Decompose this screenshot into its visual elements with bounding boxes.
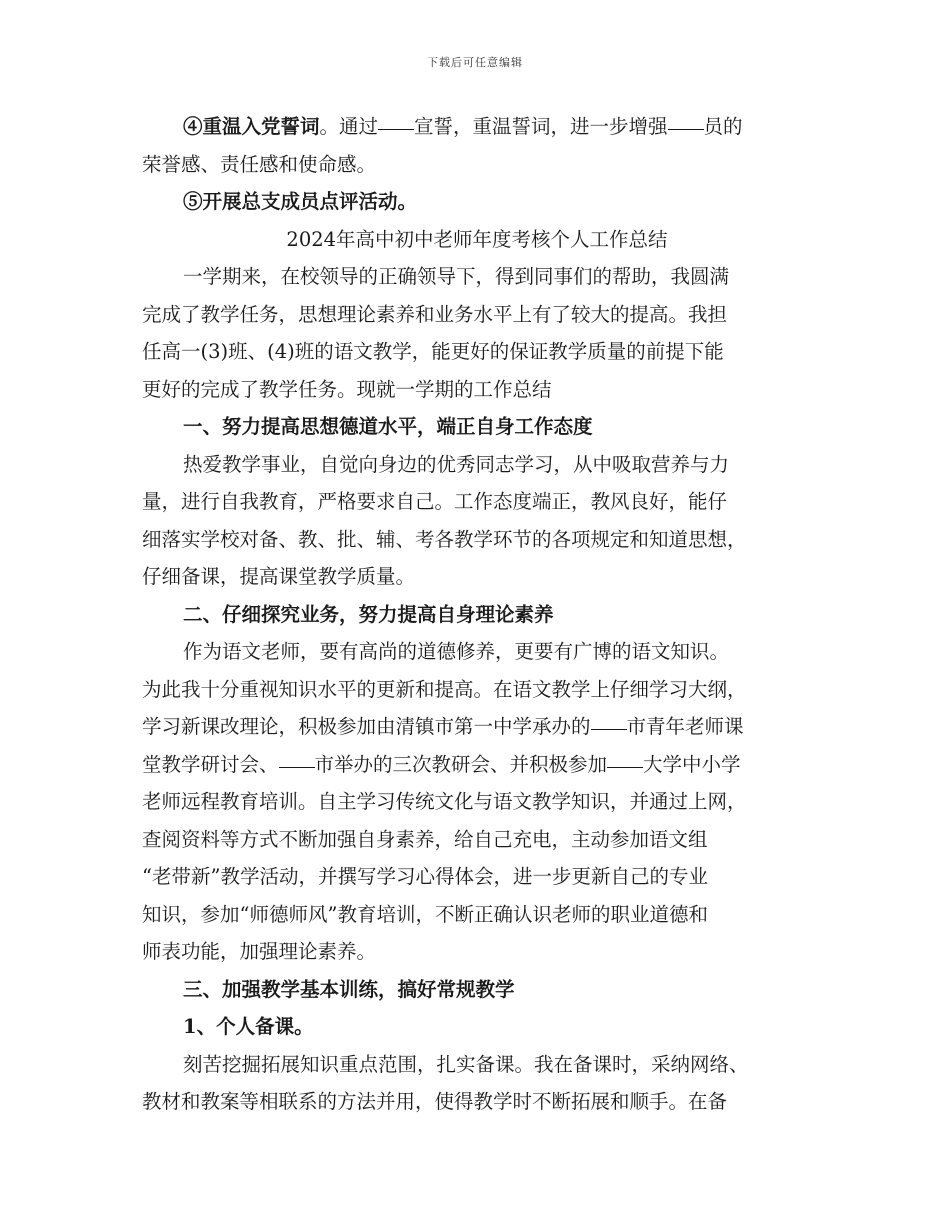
item-heading: ④重温入党誓词 — [183, 115, 320, 138]
text-line: 任高一(3)班、(4)班的语文教学，能更好的保证教学质量的前提下能 — [142, 340, 724, 363]
blank-underline — [591, 728, 627, 730]
text-segment: 学习新课改理论，积极参加由清镇市第一中学承办的 — [142, 715, 591, 738]
blank-underline — [279, 766, 315, 768]
text-segment: 宣誓，重温誓词，进一步增强 — [414, 115, 668, 138]
text-line: 查阅资料等方式不断加强自身素养，给自己充电，主动参加语文组 — [142, 827, 708, 851]
text-line: 更好的完成了教学任务。现就一学期的工作总结 — [142, 377, 552, 401]
text-line: 为此我十分重视知识水平的更新和提高。在语文教学上仔细学习大纲， — [142, 677, 747, 701]
text-line: 知识，参加“师德师风”教育培训，不断正确认识老师的职业道德和 — [142, 902, 708, 926]
text-line — [142, 708, 812, 746]
text-segment: 。通过 — [319, 115, 379, 138]
text-line: 一学期来，在校领导的正确领导下，得到同事们的帮助，我圆满 — [183, 265, 730, 288]
text-line: “老带新”教学活动，并撰写学习心得体会，进一步更新自己的专业 — [142, 865, 708, 888]
text-line: 热爱教学事业，自觉向身边的优秀同志学习，从中吸取营养与力 — [183, 452, 730, 476]
text-line: 教材和教案等相联系的方法并用，使得教学时不断拓展和顺手。在备 — [142, 1090, 728, 1113]
blank-underline — [668, 128, 704, 130]
text-line: 作为语文老师，要有高尚的道德修养，更要有广博的语文知识。 — [183, 640, 730, 663]
section-heading: 二、仔细探究业务，努力提高自身理论素养 — [183, 602, 554, 626]
text-line — [142, 746, 812, 784]
text-line: 仔细备课，提高课堂教学质量。 — [142, 565, 416, 588]
text-segment: 市青年老师课 — [626, 715, 744, 738]
text-line: 细落实学校对备、教、批、辅、考各教学环节的各项规定和知道思想， — [142, 527, 747, 551]
subsection-heading: 1、个人备课。 — [183, 1015, 314, 1038]
section-heading: 一、努力提高思想德道水平，端正自身工作态度 — [183, 415, 593, 438]
text-segment: 员的 — [703, 115, 743, 138]
document-title: 2024年高中初中老师年度考核个人工作总结 — [286, 227, 668, 251]
text-segment: 市举办的三次教研会、并积极参加 — [314, 752, 608, 776]
text-line: 量，进行自我教育，严格要求自己。工作态度端正，教风良好，能仔 — [142, 490, 728, 513]
text-line: 老师远程教育培训。自主学习传统文化与语文教学知识，并通过上网， — [142, 790, 747, 813]
text-segment: 大学中小学 — [643, 752, 741, 776]
text-line: 完成了教学任务，思想理论素养和业务水平上有了较大的提高。我担 — [142, 302, 728, 326]
text-line: 刻苦挖掘拓展知识重点范围，扎实备课。我在备课时，采纳网络、 — [183, 1052, 749, 1076]
text-segment: 堂教学研讨会、 — [142, 752, 279, 776]
section-heading: 三、加强教学基本训练，搞好常规教学 — [183, 977, 515, 1001]
item-heading: ⑤开展总支成员点评活动。 — [183, 190, 418, 213]
blank-underline — [607, 766, 643, 768]
text-line — [142, 108, 812, 146]
blank-underline — [378, 128, 414, 130]
document-body — [142, 108, 812, 1121]
page-header: 下载后可任意编辑 — [427, 56, 523, 69]
text-line: 师表功能，加强理论素养。 — [142, 940, 377, 963]
text-line: 荣誉感、责任感和使命感。 — [142, 152, 377, 176]
